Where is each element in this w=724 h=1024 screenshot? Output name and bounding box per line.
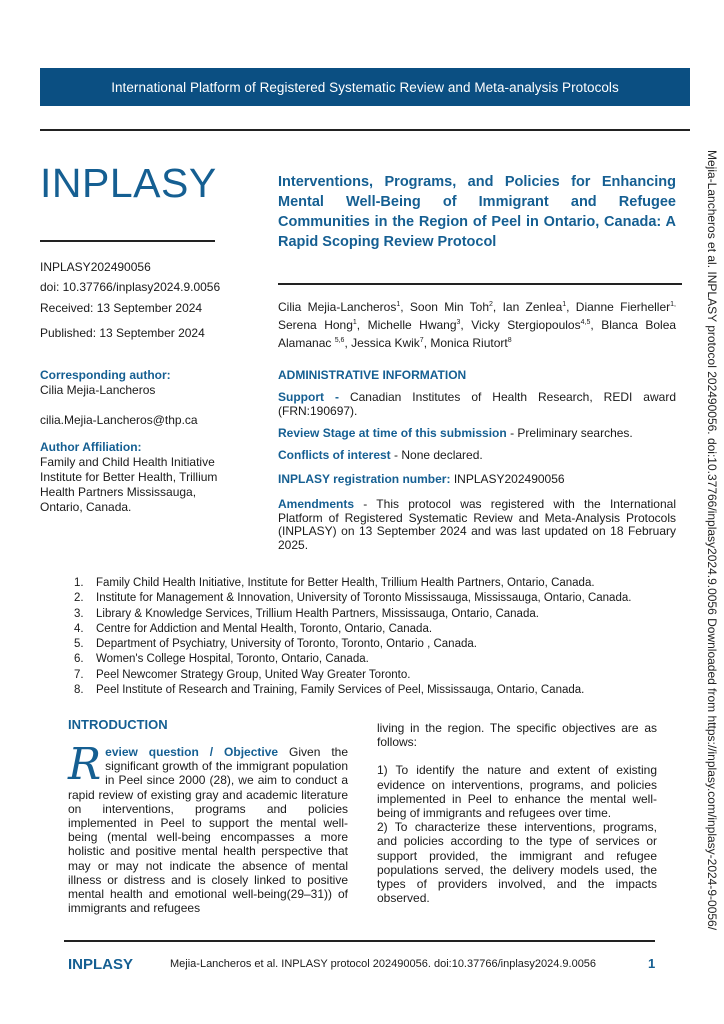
objectives-intro: living in the region. The specific objectives are as follows:: [377, 721, 657, 750]
intro-right-column: [377, 721, 657, 905]
objective-1: 1) To identify the nature and extent of existing evidence on interventions, programs, and policies implemented in Peel to enhance the mental well-being of immigrants and refugees over time.: [377, 763, 657, 821]
amendments-label: Amendments: [278, 497, 355, 511]
footer-brand: INPLASY: [68, 956, 134, 973]
author-affiliation-text: Family and Child Health Initiative Institute for Better Health, Trillium Health Partners Mississauga, Ontario, Canada.: [40, 455, 218, 514]
admin-amendments: [278, 498, 676, 552]
corresponding-author-email[interactable]: cilia.Mejia-Lancheros@thp.ca: [40, 413, 198, 427]
admin-support: [278, 391, 676, 418]
author-list: [278, 297, 676, 351]
review-stage-text: - Preliminary searches.: [506, 426, 633, 440]
conflicts-text: - None declared.: [390, 448, 483, 462]
author: Monica Riutort$^8$: [430, 336, 512, 350]
objective-lead: eview question / Objective: [105, 745, 279, 759]
conflicts-label: Conflicts of interest: [278, 448, 391, 462]
affiliation-list: [74, 576, 631, 698]
support-text: Canadian Institutes of Health Research, REDI award (FRN:190697).: [278, 390, 676, 418]
footer-citation: Mejia-Lancheros et al. INPLASY protocol 202490056. doi:10.37766/inplasy2024.9.0056: [170, 958, 597, 970]
corresponding-author: [40, 368, 250, 428]
paper-title: Interventions, Programs, and Policies for Enhancing Mental Well-Being of Immigrant and Refugee Communities in the Region of Peel in Ontario, Canada: A Rapid Scoping Review Protocol: [278, 174, 676, 250]
affiliation-item: 2. Institute for Management & Innovation, University of Toronto Mississauga, Mississauga, Ontario, Canada.: [74, 592, 632, 605]
doi[interactable]: doi: 10.37766/inplasy2024.9.0056: [40, 280, 221, 294]
registration-label: INPLASY registration number:: [278, 472, 451, 486]
affiliation-item: 4. Centre for Addiction and Mental Health, Toronto, Ontario, Canada.: [74, 622, 433, 635]
affiliation-item: 8. Peel Institute of Research and Training, Family Services of Peel, Mississauga, Ontario, Canada.: [74, 684, 585, 697]
affiliation-item: 3. Library & Knowledge Services, Trillium Health Partners, Mississauga, Ontario, Canada.: [74, 607, 539, 620]
author: Ian Zenlea$^1$,: [502, 300, 576, 314]
side-download-stamp: Mejia-Lancheros et al. INPLASY protocol 202490056. doi:10.37766/inplasy2024.9.0056 Downloaded from https://inplasy.com/inplasy-2024-9-0056/: [705, 150, 719, 931]
brand-logo: INPLASY: [40, 160, 217, 206]
admin-heading: ADMINISTRATIVE INFORMATION: [278, 368, 467, 382]
banner-text: International Platform of Registered Systematic Review and Meta-analysis Protocols: [111, 79, 619, 95]
received-date: Received: 13 September 2024: [40, 301, 203, 315]
intro-left-column: [68, 739, 349, 916]
author-affiliation-label: Author Affiliation:: [40, 440, 142, 454]
journal-banner: [40, 68, 690, 106]
author: Soon Min Toh$^2$,: [409, 300, 503, 314]
published-date: Published: 13 September 2024: [40, 326, 205, 340]
left-divider: [40, 240, 215, 242]
admin-conflicts: [278, 449, 676, 463]
admin-review-stage: [278, 427, 676, 441]
registration-text: INPLASY202490056: [450, 472, 565, 486]
affiliation-item: 1. Family Child Health Initiative, Institute for Better Health, Trillium Health Partners, Ontario, Canada.: [74, 577, 595, 589]
top-divider: [40, 129, 690, 131]
affiliation-item: 7. Peel Newcomer Strategy Group, United Way Greater Toronto.: [74, 668, 411, 681]
review-stage-label: Review Stage at time of this submission: [278, 426, 507, 440]
amendments-text: - This protocol was registered with the International Platform of Registered Systematic Review and Meta-Analysis Protocols (INPLASY) on 13 September 2024 and was last updated on 18 February 2025.: [278, 497, 676, 552]
corresponding-author-label: Corresponding author:: [40, 368, 171, 382]
author: Blanca Bolea Alamanac $^{5,6}$,: [278, 318, 677, 350]
admin-registration: [278, 473, 676, 487]
author: Dianne Fierheller$^{1,}$: [575, 300, 676, 314]
support-label: Support -: [278, 390, 350, 404]
page-number: 1: [648, 956, 656, 971]
author: Cilia Mejia-Lancheros$^1$,: [278, 300, 410, 314]
protocol-id: INPLASY202490056: [40, 260, 151, 274]
author-affiliation: [40, 440, 240, 515]
author: Jessica Kwik$^7$,: [351, 336, 431, 350]
corresponding-author-name: Cilia Mejia-Lancheros: [40, 383, 156, 397]
footer-divider: [64, 940, 655, 942]
intro-body: Given the significant growth of the immigrant population in Peel since 2000 (28), we aim to conduct a rapid review of existing gray and academic literature on interventions, programs and policies implemented in Peel to support the mental well-being (mental well-being encompasses a more holistic and positive mental health perspective that may or may not indicate the absence of mental illness or distress and is closely linked to positive mental health and emotional well-being(29–31)) of immigrants and refugees: [68, 745, 349, 916]
introduction-heading: INTRODUCTION: [68, 717, 168, 732]
objective-2: 2) To characterize these interventions, programs, and policies according to the type of services or support provided, the immigrant and refugee populations served, the delivery models used, the types of providers involved, and the impacts observed.: [377, 820, 657, 906]
author: Serena Hong$^1$,: [278, 318, 368, 332]
author: Michelle Hwang$^3$,: [367, 318, 472, 332]
affiliation-item: 5. Department of Psychiatry, University of Toronto, Toronto, Ontario , Canada.: [74, 638, 477, 651]
affiliation-item: 6. Women's College Hospital, Toronto, Ontario, Canada.: [74, 653, 369, 666]
drop-cap: R: [68, 739, 102, 790]
title-divider: [278, 283, 682, 285]
author: Vicky Stergiopoulos$^{4,5}$,: [471, 318, 602, 332]
